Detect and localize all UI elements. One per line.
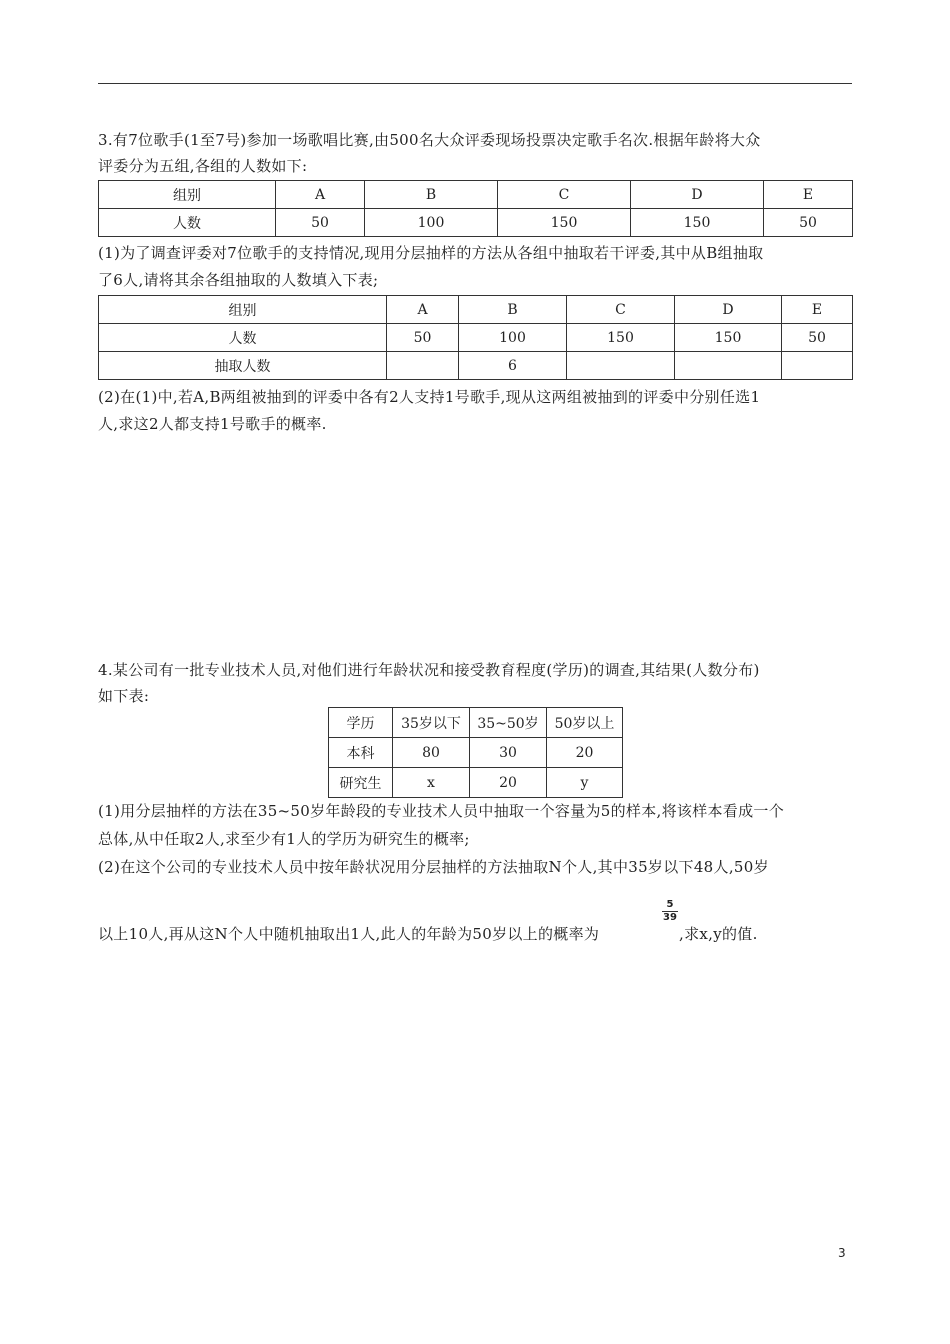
table-cell: 150: [498, 209, 631, 237]
table-cell: E: [782, 296, 853, 324]
table-cell: [567, 352, 675, 380]
table-cell: [387, 352, 459, 380]
q4-part2-line2-end: ,求x,y的值.: [679, 925, 758, 943]
table-cell: 50: [782, 324, 853, 352]
table-cell: [782, 352, 853, 380]
q3-intro-line2: 评委分为五组,各组的人数如下:: [98, 157, 308, 175]
q4-part2-line2-start: 以上10人,再从这N个人中随机抽取出1人,此人的年龄为50岁以上的概率为: [98, 925, 600, 943]
q4-education-table: [328, 707, 623, 798]
table-cell: C: [567, 296, 675, 324]
table-row: [329, 708, 623, 738]
table-cell: 学历: [329, 708, 393, 738]
table-cell: 35~50岁: [470, 708, 547, 738]
header-rule: [98, 83, 852, 84]
table-cell: 100: [365, 209, 498, 237]
table-row: [99, 209, 853, 237]
table-cell: D: [631, 181, 764, 209]
table-cell: 本科: [329, 738, 393, 768]
q3-part1-line1: (1)为了调查评委对7位歌手的支持情况,现用分层抽样的方法从各组中抽取若干评委,其中从B组抽取: [98, 244, 764, 262]
table-cell: 20: [470, 768, 547, 798]
table-cell: 35岁以下: [393, 708, 470, 738]
table-cell: [675, 352, 782, 380]
q3-sampling-table: [98, 295, 853, 380]
table-cell: 80: [393, 738, 470, 768]
table-cell: 6: [459, 352, 567, 380]
q4-part1-line2: 总体,从中任取2人,求至少有1人的学历为研究生的概率;: [98, 830, 470, 848]
table-cell: 50岁以上: [547, 708, 623, 738]
table-row: [329, 768, 623, 798]
table-cell: 研究生: [329, 768, 393, 798]
table-cell: D: [675, 296, 782, 324]
table-cell: 人数: [99, 209, 276, 237]
page-number: 3: [838, 1246, 846, 1260]
q4-intro-line1: 4.某公司有一批专业技术人员,对他们进行年龄状况和接受教育程度(学历)的调查,其结果(人数分布): [98, 661, 760, 679]
table-cell: 30: [470, 738, 547, 768]
table-row: [99, 352, 853, 380]
table-cell: A: [387, 296, 459, 324]
table-cell: 抽取人数: [99, 352, 387, 380]
table-cell: 组别: [99, 296, 387, 324]
table-cell: 150: [675, 324, 782, 352]
q4-part2-line1: (2)在这个公司的专业技术人员中按年龄状况用分层抽样的方法抽取N个人,其中35岁以下48人,50岁: [98, 858, 769, 876]
table-row: [99, 296, 853, 324]
table-cell: B: [365, 181, 498, 209]
table-cell: 50: [764, 209, 853, 237]
table-cell: 150: [567, 324, 675, 352]
table-cell: 50: [276, 209, 365, 237]
q4-intro-line2: 如下表:: [98, 687, 150, 705]
probability-fraction: [662, 899, 678, 924]
q3-part1-line2: 了6人,请将其余各组抽取的人数填入下表;: [98, 271, 379, 289]
fraction-denominator: 39: [663, 912, 677, 923]
table-row: [99, 324, 853, 352]
table-cell: 20: [547, 738, 623, 768]
table-cell: 150: [631, 209, 764, 237]
table-cell: 50: [387, 324, 459, 352]
table-row: [329, 738, 623, 768]
table-cell: A: [276, 181, 365, 209]
table-cell: C: [498, 181, 631, 209]
q4-part1-line1: (1)用分层抽样的方法在35~50岁年龄段的专业技术人员中抽取一个容量为5的样本,将该样本看成一个: [98, 802, 785, 820]
table-cell: y: [547, 768, 623, 798]
table-cell: x: [393, 768, 470, 798]
table-cell: E: [764, 181, 853, 209]
table-cell: 组别: [99, 181, 276, 209]
q3-intro-line1: 3.有7位歌手(1至7号)参加一场歌唱比赛,由500名大众评委现场投票决定歌手名次.根据年龄将大众: [98, 131, 761, 149]
table-cell: 人数: [99, 324, 387, 352]
table-row: [99, 181, 853, 209]
table-cell: B: [459, 296, 567, 324]
q3-group-table: [98, 180, 853, 237]
table-cell: 100: [459, 324, 567, 352]
q3-part2-line2: 人,求这2人都支持1号歌手的概率.: [98, 415, 327, 433]
fraction-numerator: 5: [662, 899, 678, 912]
q3-part2-line1: (2)在(1)中,若A,B两组被抽到的评委中各有2人支持1号歌手,现从这两组被抽到的评委中分别任选1: [98, 388, 761, 406]
